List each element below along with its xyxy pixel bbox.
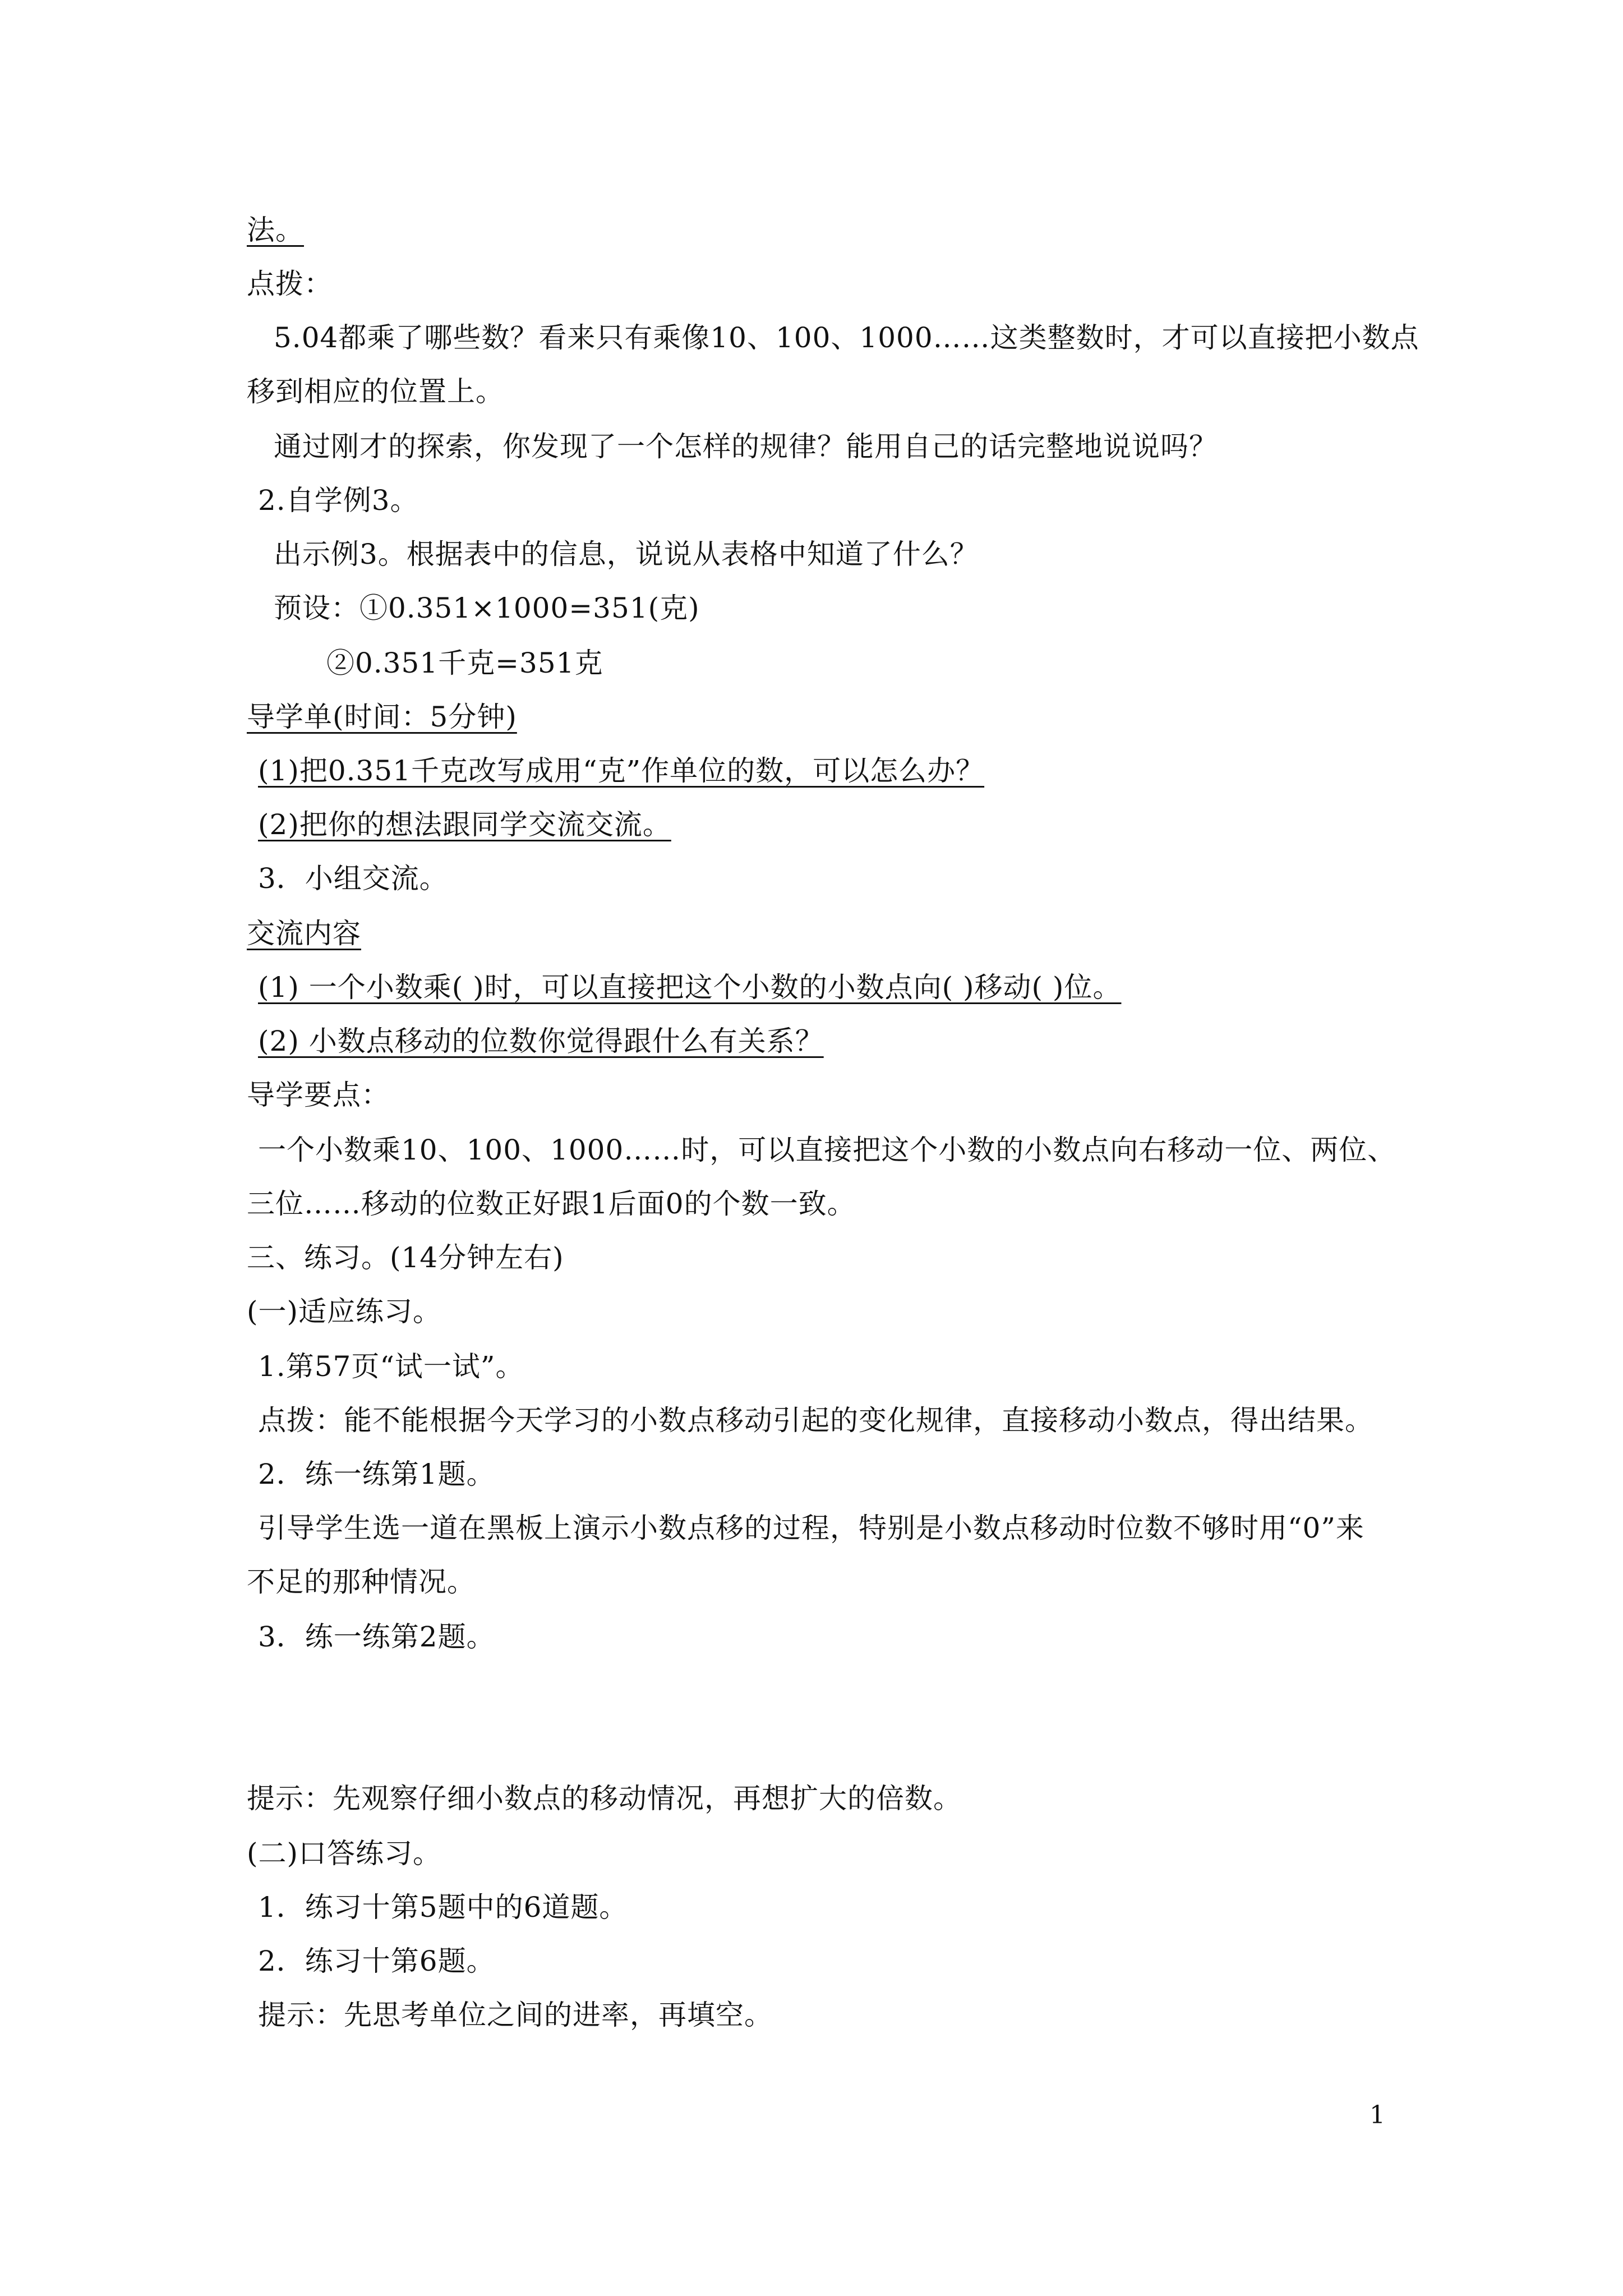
- text-line-26: 不足的那种情况。: [247, 1566, 476, 1598]
- text-line-18: 一个小数乘10、100、1000……时，可以直接把这个小数的小数点向右移动一位、两位、: [258, 1134, 1396, 1166]
- text-line-1: 法。: [247, 214, 304, 246]
- text-line-4: 移到相应的位置上。: [247, 375, 504, 408]
- text-line-27: 3．练一练第2题。: [258, 1621, 495, 1653]
- text-line-22: 1.第57页“试一试”。: [258, 1350, 524, 1383]
- text-line-10: 导学单(时间：5分钟): [247, 701, 517, 733]
- text-line-2: 点拨：: [247, 268, 333, 300]
- text-line-23: 点拨：能不能根据今天学习的小数点移动引起的变化规律，直接移动小数点，得出结果。: [258, 1404, 1373, 1437]
- text-line-9: ②0.351千克=351克: [326, 647, 603, 679]
- text-line-16: (2) 小数点移动的位数你觉得跟什么有关系？: [258, 1025, 824, 1057]
- text-line-24: 2．练一练第1题。: [258, 1458, 495, 1490]
- text-line-21: (一)适应练习。: [247, 1295, 442, 1328]
- text-line-30: 1．练习十第5题中的6道题。: [258, 1891, 628, 1924]
- text-line-13: 3．小组交流。: [258, 862, 448, 895]
- text-line-25: 引导学生选一道在黑板上演示小数点移的过程，特别是小数点移动时位数不够时用“0”来: [258, 1512, 1364, 1544]
- text-line-8: 预设：①0.351×1000=351(克): [274, 592, 700, 624]
- text-line-15: (1) 一个小数乘( )时，可以直接把这个小数的小数点向( )移动( )位。: [258, 971, 1122, 1004]
- text-line-12: (2)把你的想法跟同学交流交流。: [258, 808, 671, 841]
- text-line-6: 2.自学例3。: [258, 484, 419, 517]
- text-line-28: 提示：先观察仔细小数点的移动情况，再想扩大的倍数。: [247, 1782, 962, 1815]
- text-line-29: (二)口答练习。: [247, 1837, 442, 1870]
- text-line-17: 导学要点：: [247, 1079, 390, 1111]
- text-line-20: 三、练习。(14分钟左右): [247, 1241, 564, 1274]
- text-line-19: 三位……移动的位数正好跟1后面0的个数一致。: [247, 1188, 856, 1220]
- page-number: 1: [1370, 2101, 1385, 2129]
- text-line-31: 2．练习十第6题。: [258, 1945, 495, 1977]
- text-line-11: (1)把0.351千克改写成用“克”作单位的数，可以怎么办？: [258, 754, 985, 787]
- text-line-3: 5.04都乘了哪些数？看来只有乘像10、100、1000……这类整数时，才可以直接把小数点: [274, 321, 1419, 354]
- text-line-7: 出示例3。根据表中的信息，说说从表格中知道了什么？: [274, 538, 979, 570]
- text-line-5: 通过刚才的探索，你发现了一个怎样的规律？能用自己的话完整地说说吗？: [274, 430, 1218, 463]
- text-line-14: 交流内容: [247, 917, 361, 950]
- text-line-32: 提示：先思考单位之间的进率，再填空。: [258, 1999, 773, 2031]
